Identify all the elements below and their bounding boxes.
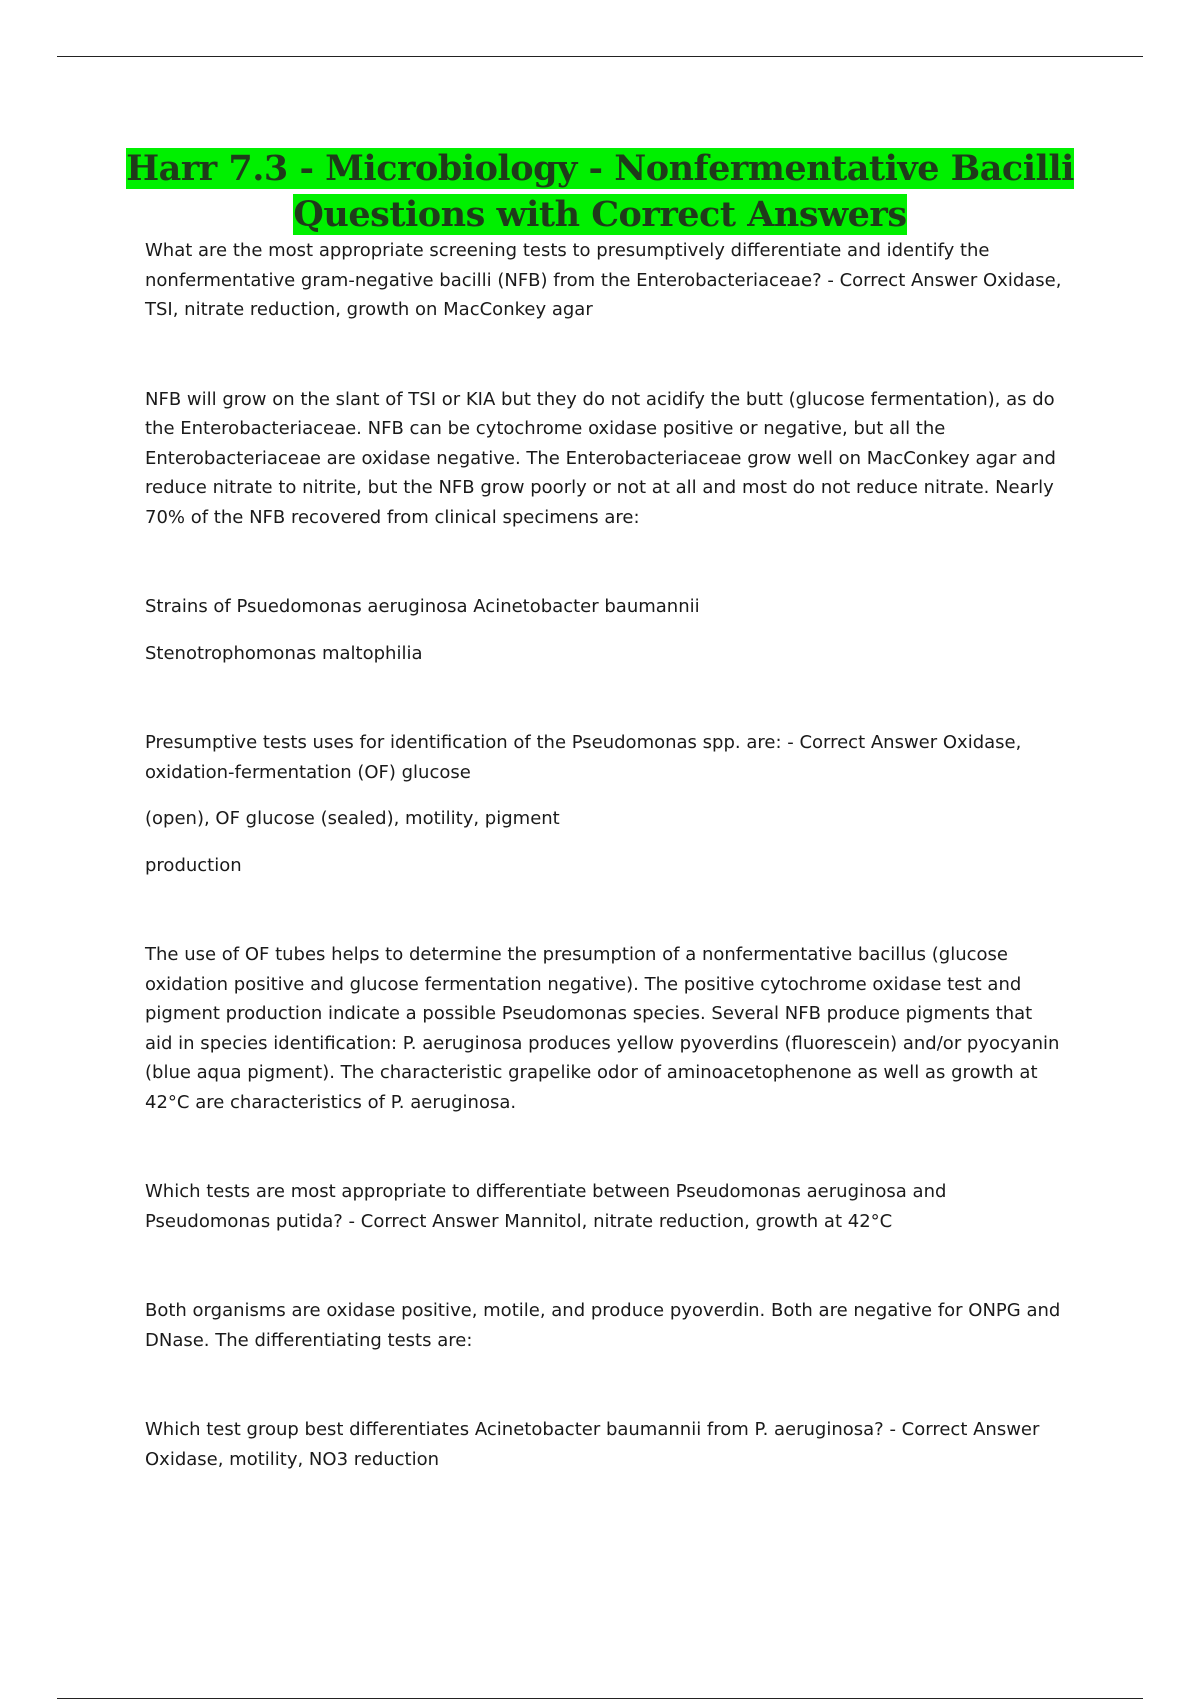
answer-line: production xyxy=(145,854,242,876)
question-paragraph: Which tests are most appropriate to differentiate between Pseudomonas aeruginosa and Pseudomonas putida? - Correct Answer Mannitol, nitrate reduction, growth at 42°C xyxy=(145,1181,947,1232)
header-rule xyxy=(57,56,1143,57)
title-line-1: Harr 7.3 - Microbiology - Nonfermentative Bacilli xyxy=(126,148,1074,189)
explanation-paragraph: The use of OF tubes helps to determine the presumption of a nonfermentative bacillus (glucose oxidation positive and glucose fermentation negative). The positive cytochrome oxidase test and pigment production indicate a possible Pseudomonas species. Several NFB produce pigments that aid in species identification: P. aeruginosa produces yellow pyoverdins (fluorescein) and/or pyocyanin (blue aqua pigment). The characteristic grapelike odor of aminoacetophenone as well as growth at 42°C are characteristics of P. aeruginosa. xyxy=(145,944,1060,1113)
question-paragraph: Presumptive tests uses for identification of the Pseudomonas spp. are: - Correct Answer Oxidase, oxidation-fermentation (OF) glucose xyxy=(145,732,1022,783)
answer-line: (open), OF glucose (sealed), motility, pigment xyxy=(145,808,560,829)
document-title xyxy=(0,146,1200,238)
document-body xyxy=(145,236,1065,1474)
answer-line: Strains of Psuedomonas aeruginosa Acinetobacter baumannii xyxy=(145,596,700,617)
explanation-paragraph: NFB will grow on the slant of TSI or KIA but they do not acidify the butt (glucose fermentation), as do the Enterobacteriaceae. NFB can be cytochrome oxidase positive or negative, but all the Enterobacteriaceae are oxidase negative. The Enterobacteriaceae grow well on MacConkey agar and reduce nitrate to nitrite, but the NFB grow poorly or not at all and most do not reduce nitrate. Nearly 70% of the NFB recovered from clinical specimens are: xyxy=(145,388,1056,528)
question-paragraph: Which test group best differentiates Acinetobacter baumannii from P. aeruginosa? - Correct Answer Oxidase, motility, NO3 reduction xyxy=(145,1419,1040,1470)
question-paragraph: What are the most appropriate screening tests to presumptively differentiate and identify the nonfermentative gram-negative bacilli (NFB) from the Enterobacteriaceae? - Correct Answer Oxidase, TSI, nitrate reduction, growth on MacConkey agar xyxy=(145,240,1062,320)
answer-line: Stenotrophomonas maltophilia xyxy=(145,642,423,664)
title-line-2: Questions with Correct Answers xyxy=(293,194,907,235)
explanation-paragraph: Both organisms are oxidase positive, motile, and produce pyoverdin. Both are negative for ONPG and DNase. The differentiating tests are: xyxy=(145,1300,1061,1351)
footer-rule xyxy=(57,1698,1143,1699)
